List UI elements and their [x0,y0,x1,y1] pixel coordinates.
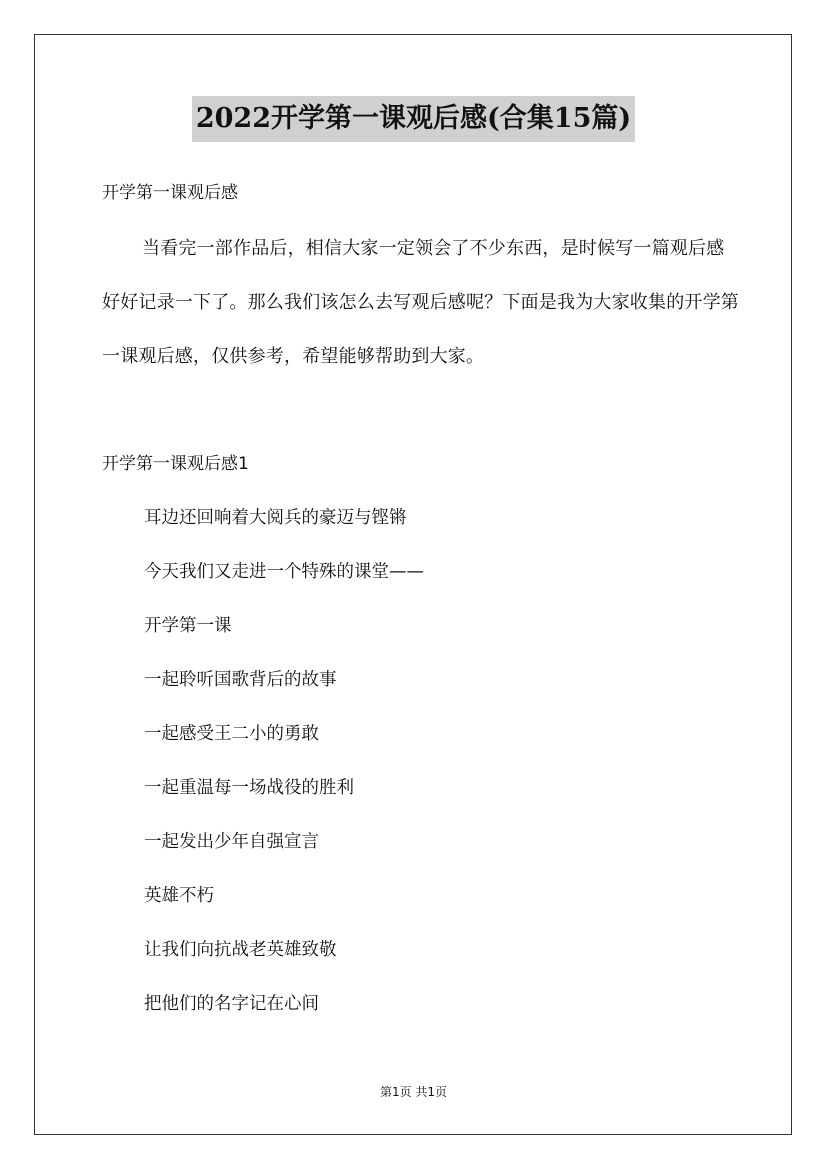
intro-heading: 开学第一课观后感 [102,183,238,203]
section-1-line: 把他们的名字记在心间 [144,994,319,1014]
section-1-heading: 开学第一课观后感1 [102,454,249,474]
intro-paragraph: 当看完一部作品后，相信大家一定领会了不少东西，是时候写一篇观后感好好记录一下了。那么我们该怎么去写观后感呢？下面是我为大家收集的开学第一课观后感，仅供参考，希望能够帮助到大家。 [102,238,739,367]
section-1-line: 英雄不朽 [144,886,214,906]
section-1-line: 开学第一课 [144,616,232,636]
section-1-line: 一起感受王二小的勇敢 [144,724,319,744]
section-1-line: 一起重温每一场战役的胜利 [144,778,354,798]
document-title: 2022开学第一课观后感(合集15篇) [192,96,635,142]
section-1-line: 一起聆听国歌背后的故事 [144,670,337,690]
document-title-wrap [0,96,827,142]
section-1-line: 一起发出少年自强宣言 [144,832,319,852]
section-1-line: 耳边还回响着大阅兵的豪迈与铿锵 [144,508,407,528]
section-1-line: 今天我们又走进一个特殊的课堂—— [144,562,424,582]
section-1-line: 让我们向抗战老英雄致敬 [144,940,337,960]
page-footer: 第1页 共1页 [379,1085,448,1099]
